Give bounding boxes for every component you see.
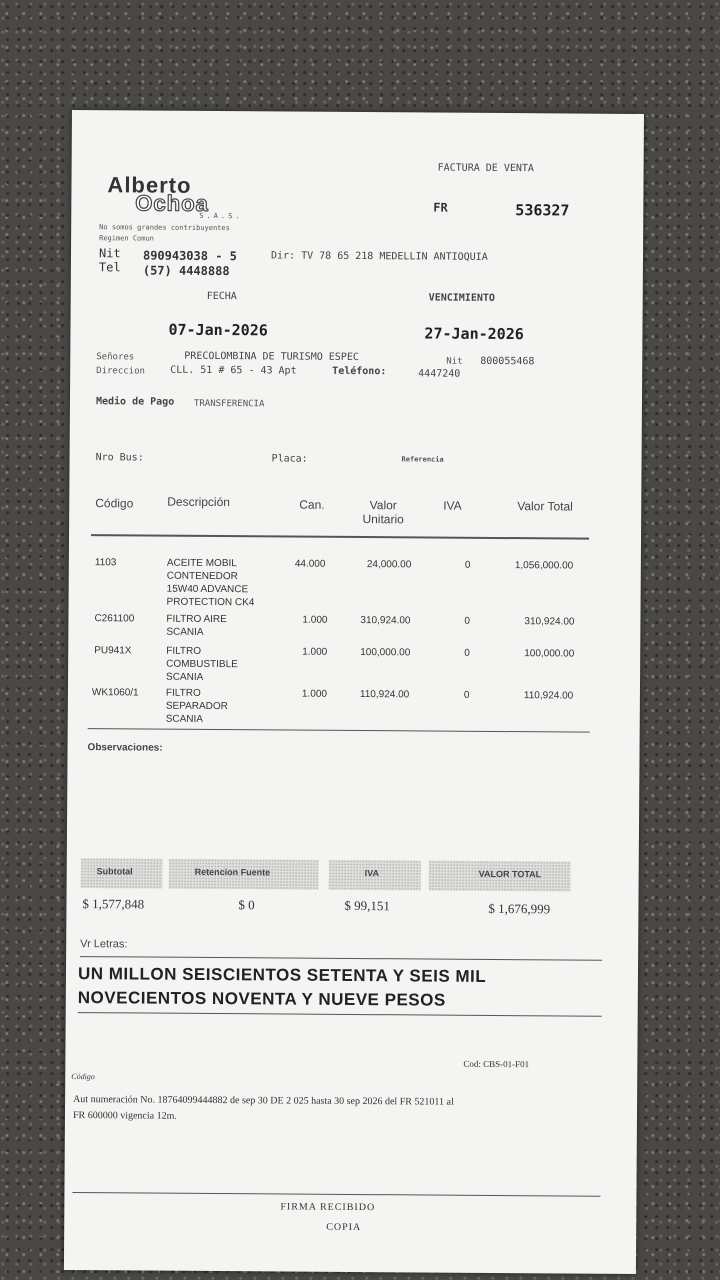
col-descripcion: Descripción: [167, 494, 231, 510]
company-nit: 890943038 - 5: [142, 248, 237, 264]
letras-label: Vr Letras:: [80, 938, 128, 951]
col-valor-unitario: Valor Unitario: [362, 498, 404, 527]
row-unit: 100,000.00: [360, 647, 411, 659]
bus-label: Nro Bus:: [95, 452, 144, 464]
vencimiento-value: 27-Jan-2026: [424, 324, 524, 344]
firma-rule: [72, 1192, 600, 1197]
company-note-2: Regimen Comun: [99, 234, 154, 243]
letras-line-1: UN MILLON SEISCIENTOS SETENTA Y SEIS MIL: [77, 964, 487, 986]
company-logo-line2: Ochoa: [135, 190, 209, 216]
company-logo-suffix: S.A.S.: [199, 211, 243, 221]
subtotal-label: Subtotal: [96, 866, 133, 877]
telefono-label: Teléfono:: [332, 365, 387, 378]
pago-label: Medio de Pago: [95, 396, 175, 408]
iva-total-label: IVA: [364, 868, 380, 879]
pago-value: TRANSFERENCIA: [193, 398, 265, 410]
client-nit-label: Nit: [446, 356, 463, 367]
retencion-value: $ 0: [238, 897, 255, 913]
valor-total-label: VALOR TOTAL: [478, 868, 542, 880]
row-iva: 0: [464, 647, 470, 659]
row-unit: 310,924.00: [360, 615, 411, 627]
codigo-formato: Cod: CBS-01-F01: [463, 1058, 530, 1070]
referencia-label: Referencia: [401, 455, 444, 464]
doc-type: FACTURA DE VENTA: [437, 162, 534, 175]
row-desc: FILTRO COMBUSTIBLE SCANIA: [166, 645, 238, 683]
company-address: Dir: TV 78 65 218 MEDELLIN ANTIOQUIA: [270, 250, 488, 263]
row-iva: 0: [464, 615, 471, 627]
fecha-label: FECHA: [206, 290, 237, 303]
valor-total-value: $ 1,676,999: [488, 900, 551, 917]
direccion-label: Direccion: [96, 366, 145, 377]
invoice-prefix: FR: [433, 200, 448, 215]
table-bottom-rule: [88, 728, 590, 733]
col-valor-total: Valor Total: [517, 499, 573, 514]
firma-label: FIRMA RECIBIDO: [280, 1201, 376, 1214]
row-total: 100,000.00: [524, 648, 575, 660]
invoice-number: 536327: [515, 201, 570, 220]
row-qty: 44.000: [294, 558, 326, 570]
row-code: PU941X: [94, 645, 132, 657]
company-note-1: No somos grandes contribuyentes: [99, 223, 230, 233]
retencion-label: Retencion Fuente: [194, 866, 271, 878]
row-iva: 0: [464, 559, 471, 571]
autorizacion-line-2: FR 600000 vigencia 12m.: [72, 1110, 177, 1122]
subtotal-value: $ 1,577,848: [82, 896, 145, 912]
client-telefono: 4447240: [418, 368, 461, 380]
client-name: PRECOLOMBINA DE TURISMO ESPEC: [184, 350, 359, 364]
col-cantidad: Can.: [299, 497, 325, 512]
row-total: 110,924.00: [523, 690, 574, 702]
table-header-rule: [91, 534, 589, 539]
copia-label: COPIA: [326, 1221, 362, 1234]
row-qty: 1.000: [301, 688, 328, 700]
company-logo-line1: Alberto: [107, 172, 192, 198]
fecha-value: 07-Jan-2026: [168, 320, 268, 340]
letras-top-rule: [80, 956, 602, 961]
col-codigo: Código: [95, 496, 134, 511]
row-desc: FILTRO AIRE SCANIA: [166, 613, 227, 638]
row-code: C261100: [94, 613, 135, 625]
row-desc: FILTRO SEPARADOR SCANIA: [165, 687, 228, 725]
vencimiento-label: VENCIMIENTO: [428, 292, 495, 304]
row-total: 1,056,000.00: [514, 560, 574, 572]
client-address: CLL. 51 # 65 - 43 Apt: [170, 364, 297, 377]
row-unit: 24,000.00: [366, 559, 412, 571]
letras-line-2: NOVECIENTOS NOVENTA Y NUEVE PESOS: [77, 988, 446, 1010]
iva-total-value: $ 99,151: [344, 897, 391, 914]
company-tel-label: Tel: [98, 260, 121, 275]
row-code: 1103: [94, 557, 117, 569]
row-total: 310,924.00: [524, 616, 575, 628]
placa-label: Placa:: [271, 453, 308, 465]
senores-label: Señores: [96, 352, 135, 363]
row-desc: ACEITE MOBIL CONTENEDOR 15W40 ADVANCE PROTECTION CK4: [166, 557, 255, 609]
company-tel: (57) 4448888: [142, 263, 230, 279]
letras-bottom-rule: [78, 1012, 602, 1017]
invoice-receipt: [64, 110, 644, 1274]
col-iva: IVA: [443, 498, 462, 513]
row-code: WK1060/1: [91, 687, 139, 699]
row-unit: 110,924.00: [359, 689, 410, 701]
observaciones-label: Observaciones:: [87, 742, 163, 754]
client-nit: 800055468: [480, 355, 535, 368]
row-iva: 0: [463, 689, 470, 701]
autorizacion-line-1: Aut numeración No. 18764099444882 de sep 30 DE 2 025 hasta 30 sep 2026 del FR 521011 al: [73, 1094, 454, 1108]
row-qty: 1.000: [302, 646, 328, 658]
codigo-label: Código: [71, 1072, 95, 1082]
company-nit-label: Nit: [98, 246, 121, 261]
row-qty: 1.000: [302, 614, 328, 626]
